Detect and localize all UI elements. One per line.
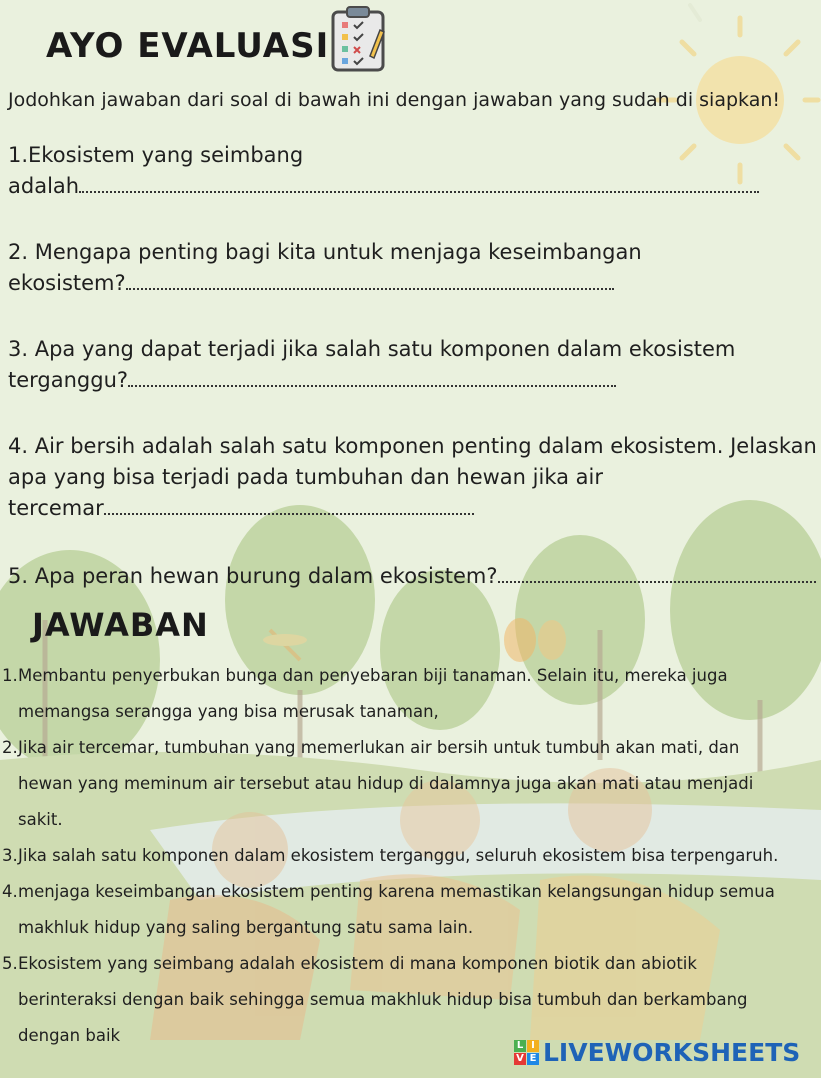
answer-line: Membantu penyerbukan bunga dan penyebaran biji tanaman. Selain itu, mereka juga <box>18 666 728 685</box>
question-line: 2. Mengapa penting bagi kita untuk menjaga keseimbangan <box>8 240 642 264</box>
brand-wordmark: LIVEWORKSHEETS <box>543 1038 801 1067</box>
answer-blank[interactable] <box>126 274 614 290</box>
answer-number: 3. <box>2 846 18 865</box>
answers-list <box>0 658 821 1054</box>
liveworksheets-logo[interactable] <box>514 1038 800 1067</box>
answer-number: 1. <box>2 666 18 685</box>
answer-line: dengan baik <box>18 1026 121 1045</box>
instruction-text: Jodohkan jawaban dari soal di bawah ini dengan jawaban yang sudah di siapkan! <box>8 89 780 111</box>
answer-line: memangsa serangga yang bisa merusak tanaman, <box>18 702 439 721</box>
answer-blank[interactable] <box>128 371 616 387</box>
question-line: apa yang bisa terjadi pada tumbuhan dan hewan jika air <box>8 465 603 489</box>
answer-item[interactable] <box>0 730 821 838</box>
live-badge-letter: L <box>514 1040 526 1052</box>
page-title: AYO EVALUASI <box>46 26 330 66</box>
question-line: terganggu? <box>8 368 129 392</box>
answer-line: Ekosistem yang seimbang adalah ekosistem di mana komponen biotik dan abiotik <box>18 954 697 973</box>
answer-line: Jika air tercemar, tumbuhan yang memerlukan air bersih untuk tumbuh akan mati, dan <box>18 738 740 757</box>
live-badge-icon <box>514 1040 539 1065</box>
question-line: 4. Air bersih adalah salah satu komponen penting dalam ekosistem. Jelaskan <box>8 434 817 458</box>
answer-item[interactable] <box>0 658 821 730</box>
answer-blank[interactable] <box>498 567 816 583</box>
answer-line: berinteraksi dengan baik sehingga semua makhluk hidup bisa tumbuh dan berkambang <box>18 990 748 1009</box>
answer-number: 2. <box>2 738 18 757</box>
question-line: adalah <box>8 174 80 198</box>
answer-item[interactable] <box>0 874 821 946</box>
live-badge-letter: E <box>527 1053 539 1065</box>
answer-blank[interactable] <box>104 499 474 515</box>
answer-line: Jika salah satu komponen dalam ekosistem terganggu, seluruh ekosistem bisa terpengaruh. <box>18 846 779 865</box>
question-2 <box>8 237 642 299</box>
answer-item[interactable] <box>0 838 821 874</box>
answer-number: 4. <box>2 882 18 901</box>
question-3 <box>8 334 735 396</box>
answer-line: sakit. <box>18 810 63 829</box>
live-badge-letter: I <box>527 1040 539 1052</box>
question-1 <box>8 140 759 202</box>
question-line: 5. Apa peran hewan burung dalam ekosistem? <box>8 564 498 588</box>
question-line: tercemar <box>8 496 104 520</box>
answer-line: hewan yang meminum air tersebut atau hidup di dalamnya juga akan mati atau menjadi <box>18 774 754 793</box>
question-line: ekosistem? <box>8 271 126 295</box>
answer-line: menjaga keseimbangan ekosistem penting karena memastikan kelangsungan hidup semua <box>18 882 775 901</box>
answer-blank[interactable] <box>79 177 759 193</box>
question-line: 3. Apa yang dapat terjadi jika salah satu komponen dalam ekosistem <box>8 337 736 361</box>
question-line: 1.Ekosistem yang seimbang <box>8 143 304 167</box>
question-5 <box>8 561 816 592</box>
question-4 <box>8 431 817 524</box>
answers-title: JAWABAN <box>32 606 209 644</box>
live-badge-letter: V <box>514 1053 526 1065</box>
answer-line: makhluk hidup yang saling bergantung satu sama lain. <box>18 918 474 937</box>
clipboard-checklist-icon <box>330 6 386 72</box>
answer-number: 5. <box>2 954 18 973</box>
